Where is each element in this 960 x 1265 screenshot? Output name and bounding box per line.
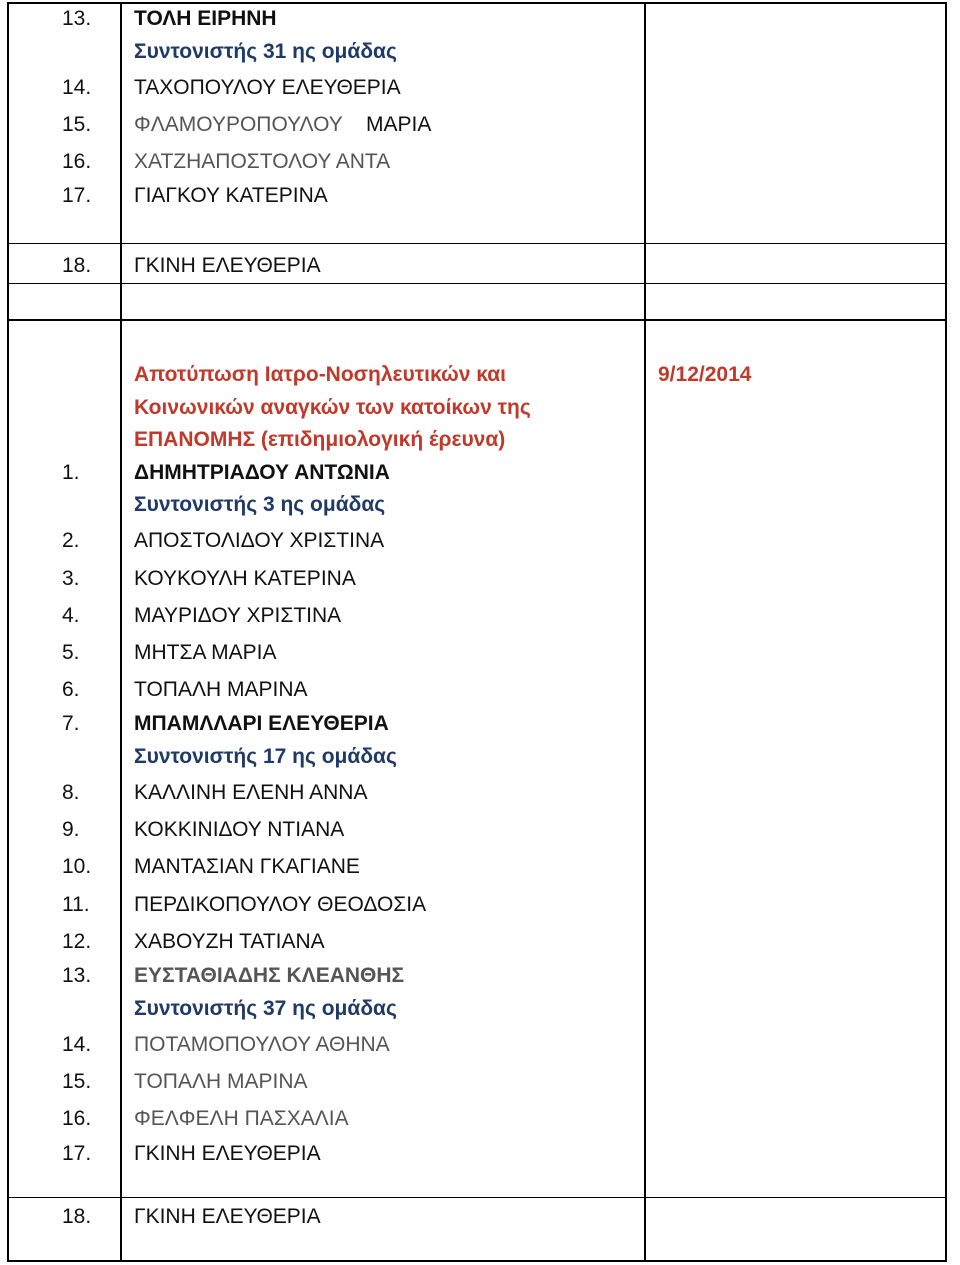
survey-date: 9/12/2014 <box>658 363 752 386</box>
t2-row-divider <box>7 1197 947 1198</box>
row-number: 16. <box>62 1107 92 1130</box>
member-name: ΠΟΤΑΜΟΠΟΥΛΟΥ ΑΘΗΝΑ <box>134 1033 390 1056</box>
row-number: 15. <box>62 1070 92 1093</box>
member-name: ΧΑΒΟΥΖΗ ΤΑΤΙΑΝΑ <box>134 930 325 953</box>
t1-row-divider-a <box>7 243 947 244</box>
row-number: 18. <box>62 254 92 277</box>
row-number: 15. <box>62 113 92 136</box>
t2-col-divider-1 <box>120 319 122 1262</box>
t1-bottom-border <box>7 319 947 321</box>
survey-title-line-3: ΕΠΑΝΟΜΗΣ (επιδημιολογική έρευνα) <box>134 428 506 451</box>
row-number: 8. <box>62 781 80 804</box>
row-number: 16. <box>62 150 92 173</box>
coordinator-note: Συντονιστής 37 ης ομάδας <box>134 997 397 1020</box>
row-number: 5. <box>62 641 80 664</box>
row-number: 6. <box>62 678 80 701</box>
t2-col-divider-2 <box>644 319 646 1262</box>
t2-left-border <box>7 319 9 1262</box>
row-number: 9. <box>62 818 80 841</box>
row-number: 14. <box>62 1033 92 1056</box>
t1-row-divider-b <box>7 283 947 284</box>
member-name: ΤΟΠΑΛΗ ΜΑΡΙΝΑ <box>134 1070 308 1093</box>
member-name: ΜΗΤΣΑ ΜΑΡΙΑ <box>134 641 277 664</box>
member-name: ΦΕΛΦΕΛΗ ΠΑΣΧΑΛΙΑ <box>134 1107 349 1130</box>
member-firstname: ΜΑΡΙΑ <box>366 113 432 136</box>
row-number: 18. <box>62 1205 92 1228</box>
survey-title-line-1: Αποτύπωση Ιατρο-Νοσηλευτικών και <box>134 363 506 386</box>
t1-col-divider-1 <box>120 2 122 320</box>
coordinator-note: Συντονιστής 3 ης ομάδας <box>134 493 386 516</box>
t1-top-border <box>7 2 947 4</box>
row-number: 10. <box>62 855 92 878</box>
member-name: ΤΑΧΟΠΟΥΛΟΥ ΕΛΕΥΘΕΡΙΑ <box>134 76 401 99</box>
row-number: 3. <box>62 567 80 590</box>
member-name: ΔΗΜΗΤΡΙΑΔΟΥ ΑΝΤΩΝΙΑ <box>134 461 390 484</box>
member-surname: ΦΛΑΜΟΥΡΟΠΟΥΛΟΥ <box>134 113 343 136</box>
row-number: 14. <box>62 76 92 99</box>
member-name: ΓΚΙΝΗ ΕΛΕΥΘΕΡΙΑ <box>134 1142 321 1165</box>
member-name: ΤΟΛΗ ΕΙΡΗΝΗ <box>134 7 277 30</box>
member-name: ΓΚΙΝΗ ΕΛΕΥΘΕΡΙΑ <box>134 1205 321 1228</box>
member-name: ΜΠΑΜΛΛΑΡΙ ΕΛΕΥΘΕΡΙΑ <box>134 712 389 735</box>
row-number: 4. <box>62 604 80 627</box>
member-name: ΧΑΤΖΗΑΠΟΣΤΟΛΟΥ ΑΝΤΑ <box>134 150 391 173</box>
row-number: 17. <box>62 184 92 207</box>
t1-right-border <box>945 2 947 320</box>
survey-title-line-2: Κοινωνικών αναγκών των κατοίκων της <box>134 396 531 419</box>
row-number: 13. <box>62 7 92 30</box>
member-name: ΤΟΠΑΛΗ ΜΑΡΙΝΑ <box>134 678 308 701</box>
coordinator-note: Συντονιστής 17 ης ομάδας <box>134 745 397 768</box>
coordinator-note: Συντονιστής 31 ης ομάδας <box>134 40 397 63</box>
member-name: ΕΥΣΤΑΘΙΑΔΗΣ ΚΛΕΑΝΘΗΣ <box>134 964 405 987</box>
t1-col-divider-2 <box>644 2 646 320</box>
member-name: ΜΑΝΤΑΣΙΑΝ ΓΚΑΓΙΑΝΕ <box>134 855 360 878</box>
t2-bottom-border <box>7 1260 947 1262</box>
member-name: ΚΟΥΚΟΥΛΗ ΚΑΤΕΡΙΝΑ <box>134 567 356 590</box>
member-name: ΚΑΛΛΙΝΗ ΕΛΕΝΗ ΑΝΝΑ <box>134 781 368 804</box>
member-name: ΜΑΥΡΙΔΟΥ ΧΡΙΣΤΙΝΑ <box>134 604 342 627</box>
member-name: ΑΠΟΣΤΟΛΙΔΟΥ ΧΡΙΣΤΙΝΑ <box>134 529 385 552</box>
row-number: 7. <box>62 712 80 735</box>
row-number: 13. <box>62 964 92 987</box>
row-number: 2. <box>62 529 80 552</box>
member-name: ΠΕΡΔΙΚΟΠΟΥΛΟΥ ΘΕΟΔΟΣΙΑ <box>134 893 427 916</box>
member-name: ΓΙΑΓΚΟΥ ΚΑΤΕΡΙΝΑ <box>134 184 328 207</box>
row-number: 11. <box>62 893 90 916</box>
row-number: 1. <box>62 461 80 484</box>
row-number: 12. <box>62 930 92 953</box>
member-name: ΚΟΚΚΙΝΙΔΟΥ ΝΤΙΑΝΑ <box>134 818 345 841</box>
member-name: ΓΚΙΝΗ ΕΛΕΥΘΕΡΙΑ <box>134 254 321 277</box>
t1-left-border <box>7 2 9 320</box>
t2-right-border <box>945 319 947 1262</box>
row-number: 17. <box>62 1142 92 1165</box>
